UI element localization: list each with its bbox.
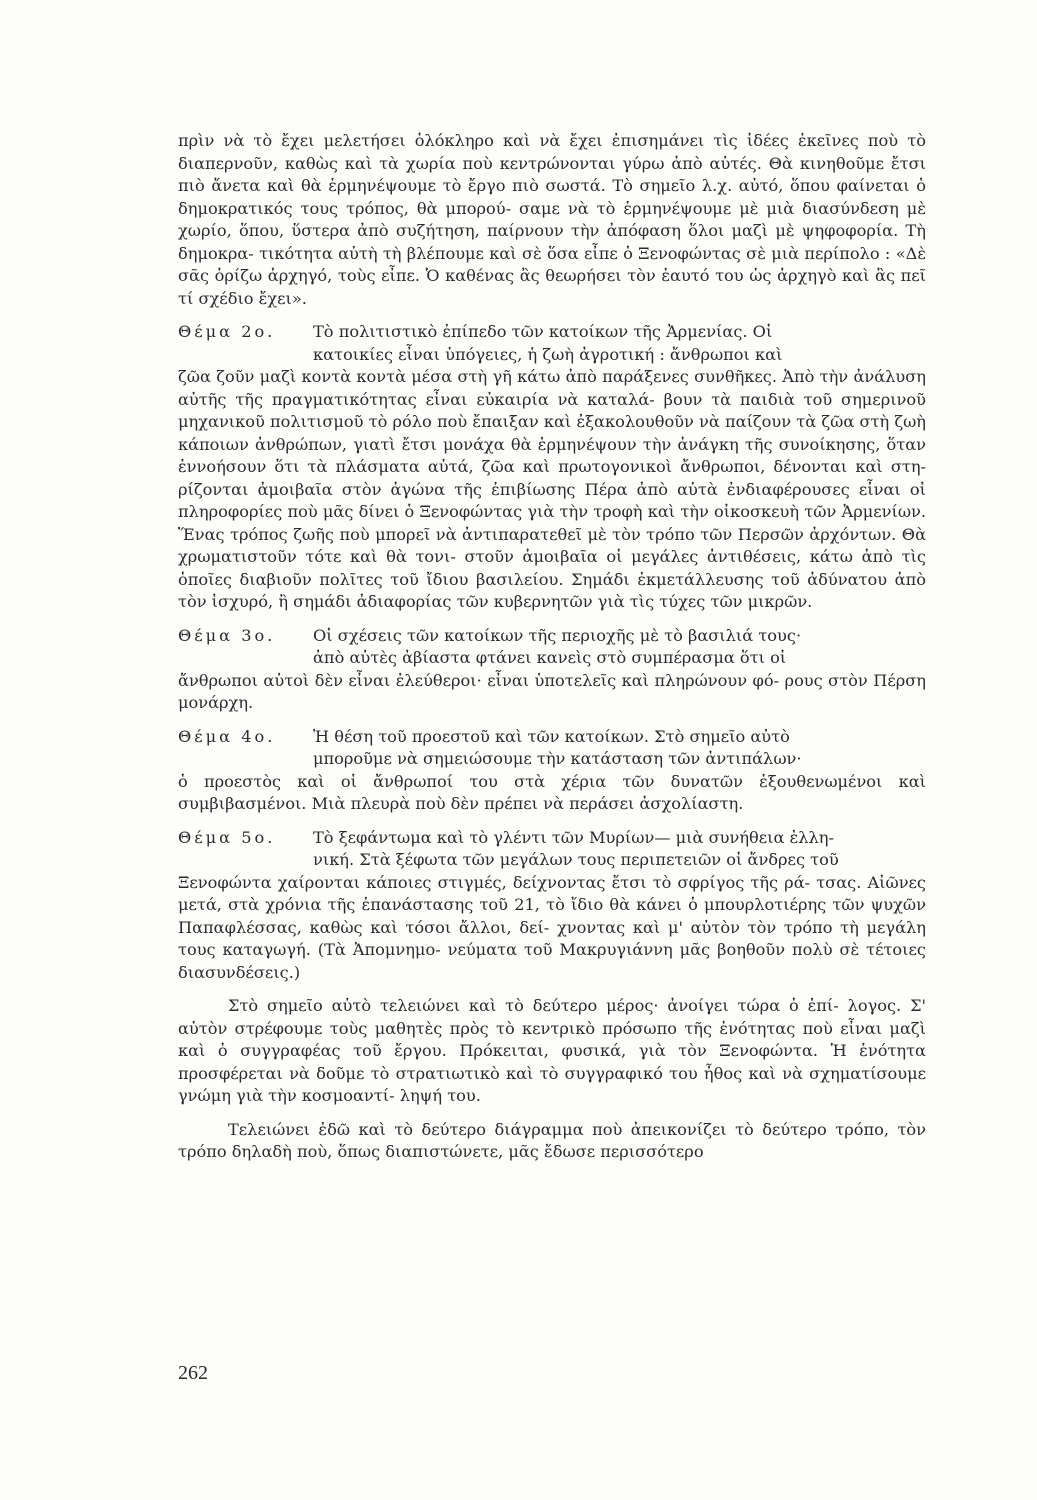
theme-label: Θέμα 3ο.	[178, 625, 276, 645]
text-line: ἑνότητας ποὺ εἶναι μαζὶ καὶ ὁ συγγραφέας τοῦ ἔργου. Πρόκειται, φυσικά,	[178, 1018, 926, 1060]
text-line: Στὸ σημεῖο αὐτὸ τελειώνει καὶ τὸ δεύτερο μέρος· ἀνοίγει τώρα ὁ ἐπί-	[228, 996, 839, 1015]
theme-body	[178, 872, 926, 985]
theme-heading-line	[178, 827, 926, 850]
theme-title: Ἡ θέση τοῦ προεστοῦ καὶ τῶν κατοίκων. Στὸ σημεῖο αὐτὸ	[313, 726, 790, 746]
theme-continuation: μποροῦμε νὰ σημειώσουμε τὴν κατάσταση τῶν ἀντιπάλων·	[313, 749, 802, 768]
theme-block	[178, 726, 926, 816]
theme-block	[178, 827, 926, 985]
theme-body	[178, 670, 926, 715]
text-line: καὶ συμβιβασμένοι. Μιὰ πλευρὰ ποὺ δὲν πρέπει νὰ περάσει ἀσχολίαστη.	[178, 771, 926, 813]
theme-continuation: κατοικίες εἶναι ὑπόγειες, ἡ ζωὴ ἀγροτική : ἄνθρωποι καὶ	[313, 344, 783, 364]
text-line: βουν τὰ παιδιὰ τοῦ σημερινοῦ μηχανικοῦ πολιτισμοῦ τὸ ρόλο ποὺ ἔπαιξαν	[178, 389, 926, 431]
text-line: τρόπο, τὸν τρόπο δηλαδὴ ποὺ, ὅπως διαπιστώνετε, μᾶς ἔδωσε περισσότερο	[178, 1119, 926, 1161]
text-line: ὡς ἀρχηγὸ καὶ ἂς πεῖ τί σχέδιο ἔχει».	[178, 266, 926, 308]
theme-body	[178, 771, 926, 816]
text-line: ἄνθρωποι αὐτοὶ δὲν εἶναι ἐλεύθεροι· εἶναι ὑποτελεῖς καὶ πληρώνουν φό-	[178, 670, 780, 690]
text-line: Ἀπὸ τὴν ἀνάλυση αὐτῆς τῆς πραγματικότητας εἶναι εὐκαιρία νὰ καταλά-	[178, 367, 926, 409]
text-line: εἶναι οἱ πληροφορίες ποὺ μᾶς δίνει ὁ Ξενοφώντας γιὰ τὴν τροφὴ καὶ τὴν	[178, 479, 926, 521]
text-line: σαμε νὰ τὸ ἑρμηνέψουμε μὲ μιὰ διασύνδεση μὲ χωρίο, ὅπου, ὕστερα ἀπὸ	[178, 198, 927, 240]
text-line: Ξενοφώντα χαίρονται κάποιες στιγμές, δείχνοντας ἔτσι τὸ σφρίγος τῆς ρά-	[178, 872, 811, 892]
text-line: ζῶα ζοῦν μαζὶ κοντὰ κοντὰ μέσα στὴ γῆ κάτω ἀπὸ παράξενες συνθῆκες.	[178, 367, 777, 386]
text-line: «Δὲ σᾶς ὁρίζω ἀρχηγό, τοὺς εἶπε. Ὁ καθένας ἂς θεωρήσει τὸν ἑαυτό του	[178, 243, 926, 285]
text-line: συζήτηση, παίρνουν τὴν ἀπόφαση ὅλοι μαζὶ μὲ ψηφοφορία. Τὴ δημοκρα-	[178, 221, 926, 263]
theme-label: Θέμα 4ο.	[178, 726, 276, 746]
text-line: τσας. Αἰῶνες μετά, στὰ χρόνια τῆς ἐπανάστασης τοῦ 21, τὸ ἴδιο θὰ κάνει	[178, 872, 926, 914]
text-line: ὁ μπουρλοτιέρης τῶν ψυχῶν Παπαφλέσσας, καθὼς καὶ τόσοι ἄλλοι, δεί-	[178, 895, 926, 937]
text-line: ρίζονται ἀμοιβαῖα στὸν ἀγώνα τῆς ἐπιβίωσης Πέρα ἀπὸ αὐτὰ ἐνδιαφέρουσες	[178, 479, 850, 499]
text-line: ποὺ τὸ διαπερνοῦν, καθὼς καὶ τὰ χωρία ποὺ κεντρώνονται γύρω ἀπὸ αὐτές.	[178, 131, 926, 173]
theme-title: Τὸ πολιτιστικὸ ἐπίπεδο τῶν κατοίκων τῆς Ἀρμενίας. Οἱ	[313, 322, 773, 341]
text-line: οἰκοσκευὴ τῶν Ἀρμενίων. Ἕνας τρόπος ζωῆς ποὺ μπορεῖ νὰ ἀντιπαρατεθεῖ	[178, 502, 927, 544]
theme-heading-line	[178, 321, 926, 344]
text-line: λογος. Σ' αὐτὸν στρέφουμε τοὺς μαθητὲς πρὸς τὸ κεντρικὸ πρόσωπο τῆς	[178, 996, 926, 1038]
text-line: μὲ τὸν τρόπο τῶν Περσῶν ἀρχόντων. Θὰ χρωματιστοῦν τότε καὶ θὰ τονι-	[178, 524, 926, 566]
text-line: χνοντας καὶ μ' αὐτὸν τὸν τρόπο τὴ μεγάλη τους καταγωγή. (Τὰ Ἀπομνημο-	[178, 917, 926, 959]
theme-block	[178, 625, 926, 715]
text-line: τὸ συγγραφικό του ἦθος καὶ νὰ σχηματίσουμε γνώμη γιὰ τὴν κοσμοαντί-	[178, 1063, 927, 1105]
theme-continuation: ἀπὸ αὐτὲς ἀβίαστα φτάνει κανεὶς στὸ συμπέρασμα ὅτι οἱ	[313, 648, 787, 667]
text-line: νεύματα τοῦ Μακρυγιάννη μᾶς βοηθοῦν πολὺ σὲ τέτοιες διασυνδέσεις.)	[178, 940, 926, 982]
epilogue-paragraph	[178, 995, 926, 1108]
text-line: Τελειώνει ἐδῶ καὶ τὸ δεύτερο διάγραμμα ποὺ ἀπεικονίζει τὸ δεύτερο	[228, 1119, 827, 1139]
theme-body	[178, 366, 926, 614]
text-line: τοῦ ἴδιου βασιλείου. Σημάδι ἐκμετάλλευσης τοῦ ἀδύνατου ἀπὸ τὸν ἰσχυρό,	[178, 569, 926, 611]
theme-heading-line	[178, 625, 926, 648]
intro-paragraph	[178, 130, 926, 310]
text-line: Θὰ κινηθοῦμε ἔτσι πιὸ ἄνετα καὶ θὰ ἑρμηνέψουμε τὸ ἔργο πιὸ σωστά. Τὸ	[178, 153, 926, 195]
theme-continuation: νική. Στὰ ξέφωτα τῶν μεγάλων τους περιπετειῶν οἱ ἄνδρες τοῦ	[313, 850, 839, 869]
theme-title: Τὸ ξεφάντωμα καὶ τὸ γλέντι τῶν Μυρίων— μιὰ συνήθεια ἑλλη-	[313, 827, 834, 847]
text-line: ἔτσι μονάχα θὰ ἑρμηνέψουν τὴν ἀνάγκη τῆς συνοίκησης, ὅταν ἐννοήσουν	[178, 434, 927, 476]
text-line: ὁ προεστὸς καὶ οἱ ἄνθρωποί του στὰ χέρια τῶν δυνατῶν ἐξουθενωμένοι	[178, 771, 883, 791]
text-line: σημεῖο λ.χ. αὐτό, ὅπου φαίνεται ὁ δημοκρατικός τους τρόπος, θὰ μπορού-	[178, 176, 926, 218]
theme-title: Οἱ σχέσεις τῶν κατοίκων τῆς περιοχῆς μὲ τὸ βασιλιά τους·	[313, 625, 802, 645]
text-line: καὶ ἐξακολουθοῦν νὰ παίζουν τὰ ζῶα στὴ ζωὴ κάποιων ἀνθρώπων, γιατὶ	[178, 412, 926, 454]
closing-paragraph	[178, 1119, 926, 1164]
text-line: στοῦν ἀμοιβαῖα οἱ μεγάλες ἀντιθέσεις, κάτω ἀπὸ τὶς ὁποῖες διαβιοῦν πολῖτες	[178, 547, 926, 589]
body-text	[178, 130, 926, 1164]
theme-label: Θέμα 2ο.	[178, 322, 276, 341]
text-line: ληψή του.	[399, 1086, 481, 1105]
text-line: πρὶν νὰ τὸ ἔχει μελετήσει ὁλόκληρο καὶ νὰ ἔχει ἐπισημάνει τὶς ἰδέες ἐκεῖνες	[178, 131, 859, 150]
themes-list	[178, 321, 926, 984]
text-line: γιὰ τὸν Ξενοφώντα. Ἡ ἑνότητα προσφέρεται νὰ δοῦμε τὸ στρατιωτικὸ καὶ	[178, 1041, 926, 1083]
page-number: 262	[178, 1362, 208, 1384]
theme-block	[178, 321, 926, 614]
text-line: ἢ σημάδι ἀδιαφορίας τῶν κυβερνητῶν γιὰ τὶς τύχες τῶν μικρῶν.	[278, 592, 813, 611]
text-line: ρους στὸν Πέρση μονάρχη.	[178, 670, 926, 712]
text-line: τικότητα αὐτὴ τὴ βλέπουμε καὶ σὲ ὅσα εἶπε ὁ Ξενοφώντας σὲ μιὰ περίπολο :	[259, 243, 891, 263]
theme-heading-line	[178, 726, 926, 749]
theme-label: Θέμα 5ο.	[178, 827, 276, 847]
text-line: ὅτι τὰ πλάσματα αὐτά, ζῶα καὶ πρωτογονικοὶ ἄνθρωποι, δένονται καὶ στη-	[274, 457, 926, 476]
